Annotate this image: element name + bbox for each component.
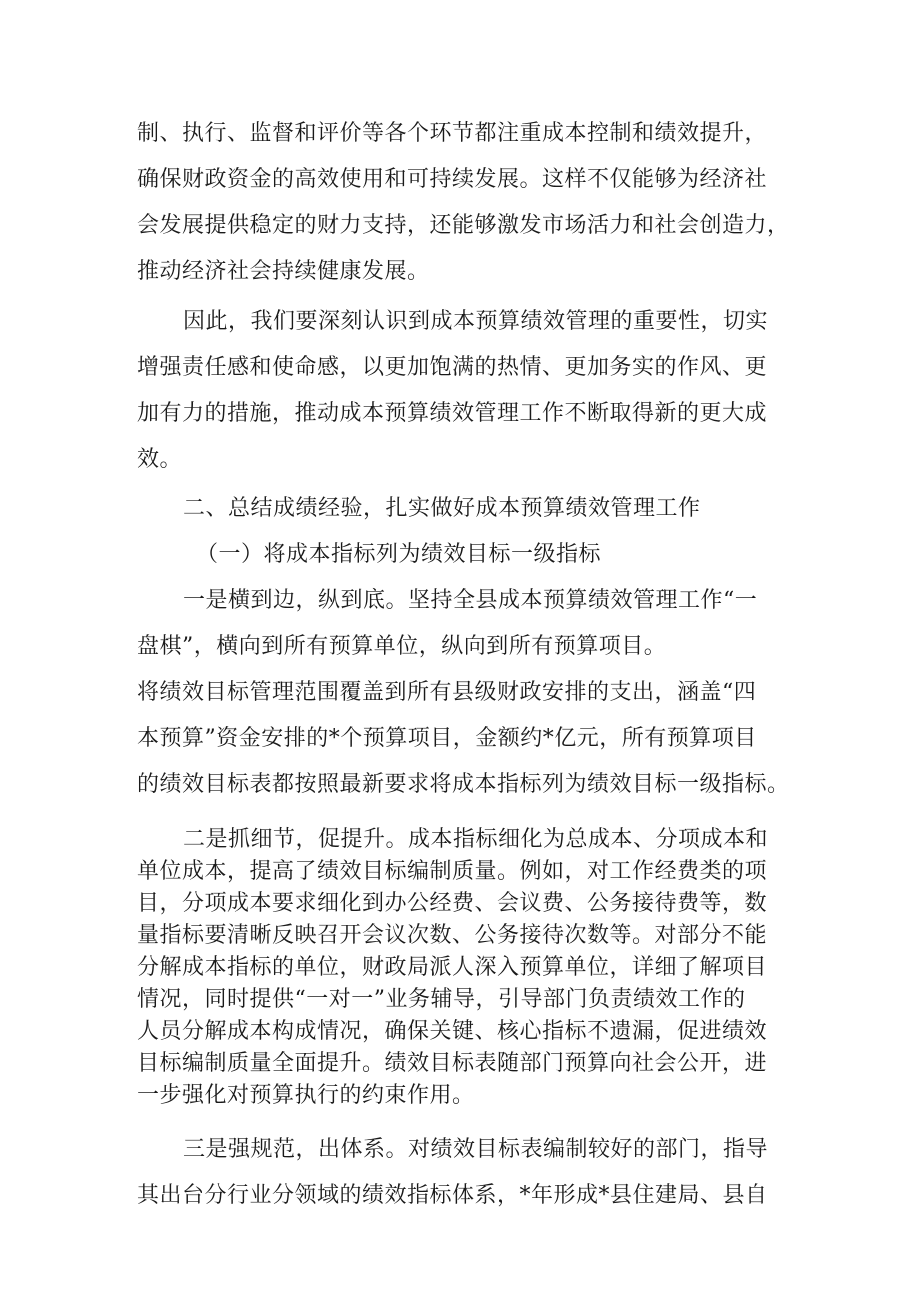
- text-line: 目标编制质量全面提升。绩效目标表随部门预算向社会公开，进: [137, 1051, 768, 1076]
- text-line: 三是强规范，出体系。对绩效目标表编制较好的部门，指导: [183, 1137, 769, 1162]
- text-line: 分解成本指标的单位，财政局派人深入预算单位，详细了解项目: [137, 955, 768, 980]
- text-line: 单位成本，提高了绩效目标编制质量。例如，对工作经费类的项: [137, 859, 768, 884]
- text-line: 一是横到边，纵到底。坚持全县成本预算绩效管理工作“一: [183, 588, 758, 613]
- subsection-heading: （一）将成本指标列为绩效目标一级指标: [196, 542, 602, 567]
- text-line: 二是抓细节，促提升。成本指标细化为总成本、分项成本和: [183, 827, 769, 852]
- text-line: 本预算”资金安排的*个预算项目，金额约*亿元，所有预算项目: [137, 726, 757, 751]
- text-line: 制、执行、监督和评价等各个环节都注重成本控制和绩效提升，: [137, 121, 768, 146]
- text-line: 将绩效目标管理范围覆盖到所有县级财政安排的支出，涵盖“四: [137, 680, 757, 705]
- text-line: 情况，同时提供“一对一”业务辅导，引导部门负责绩效工作的: [137, 987, 746, 1012]
- text-line: 目，分项成本要求细化到办公经费、会议费、公务接待费等，数: [137, 891, 768, 916]
- text-line: 因此，我们要深刻认识到成本预算绩效管理的重要性，切实: [183, 309, 769, 334]
- text-line: 效。: [137, 447, 183, 472]
- text-line: 盘棋”，横向到所有预算单位，纵向到所有预算项目。: [137, 634, 667, 659]
- text-line: 一步强化对预算执行的约束作用。: [137, 1083, 475, 1108]
- text-line: 的绩效目标表都按照最新要求将成本指标列为绩效目标一级指标。: [137, 772, 790, 797]
- text-line: 人员分解成本构成情况，确保关键、核心指标不遗漏，促进绩效: [137, 1019, 768, 1044]
- text-line: 会发展提供稳定的财力支持，还能够激发市场活力和社会创造力，: [137, 213, 790, 238]
- text-line: 推动经济社会持续健康发展。: [137, 259, 430, 284]
- text-line: 确保财政资金的高效使用和可持续发展。这样不仅能够为经济社: [137, 167, 768, 192]
- text-line: 增强责任感和使命感，以更加饱满的热情、更加务实的作风、更: [137, 355, 768, 380]
- text-line: 加有力的措施，推动成本预算绩效管理工作不断取得新的更大成: [137, 401, 768, 426]
- text-line: 量指标要清晰反映召开会议次数、公务接待次数等。对部分不能: [137, 923, 768, 948]
- text-line: 其出台分行业分领域的绩效指标体系，*年形成*县住建局、县自: [137, 1183, 768, 1208]
- section-heading: 二、总结成绩经验，扎实做好成本预算绩效管理工作: [183, 496, 701, 521]
